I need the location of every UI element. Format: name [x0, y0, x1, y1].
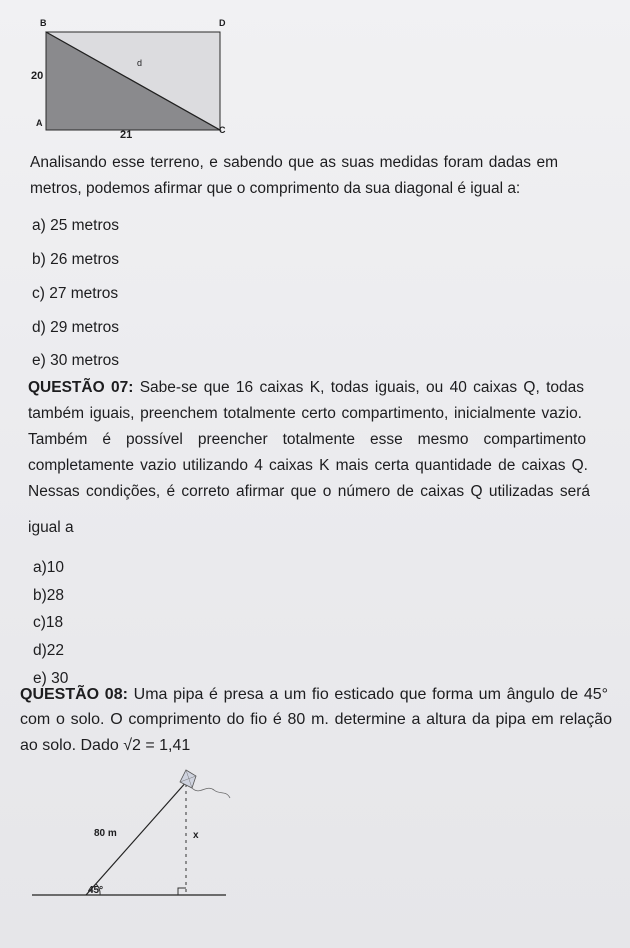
label-string-length: 80 m: [94, 828, 117, 839]
q8-line-1: [20, 686, 608, 704]
kite-figure: [30, 762, 240, 912]
q6-option-a: a) 25 metros: [32, 217, 120, 234]
label-a: A: [36, 118, 43, 128]
label-angle: 45°: [88, 885, 104, 896]
q8-line-3: [20, 737, 190, 755]
q6-option-e: e) 30 metros: [32, 352, 120, 369]
q7-line-2: também iguais, preenchem totalmente certo compartimento, inicialmente vazio.: [28, 405, 582, 422]
q6-option-d: d) 29 metros: [32, 319, 120, 336]
q8-line-1-text: Uma pipa é presa a um fio esticado que forma um ângulo de 45°: [133, 686, 609, 703]
q7-line-3: Também é possível preencher totalmente esse mesmo compartimento: [28, 431, 586, 448]
q7-line-1-text: Sabe-se que 16 caixas K, todas iguais, ou 40 caixas Q, todas: [139, 379, 585, 396]
sqrt-expression: √2 = 1,41: [123, 737, 191, 754]
label-height-20: 20: [31, 70, 44, 82]
right-angle-mark: [178, 888, 186, 895]
q7-line-4: completamente vazio utilizando 4 caixas K mais certa quantidade de caixas Q.: [28, 457, 588, 474]
q7-option-b: b)28: [33, 587, 65, 604]
rectangle-figure: [20, 14, 240, 144]
q6-option-b: b) 26 metros: [32, 251, 120, 268]
q8-line-3-text: ao solo. Dado: [20, 737, 124, 754]
label-height-x: x: [193, 830, 199, 841]
label-d: D: [219, 18, 226, 28]
q7-option-c: c)18: [33, 614, 64, 631]
q7-line-5: Nessas condições, é correto afirmar que o número de caixas Q utilizadas será: [28, 483, 590, 500]
q8-title: QUESTÃO 08:: [20, 686, 128, 703]
q6-line-1: Analisando esse terreno, e sabendo que as suas medidas foram dadas em: [30, 154, 558, 171]
q7-option-e: e) 30: [33, 670, 69, 687]
q7-option-a: a)10: [33, 559, 65, 576]
q7-line-6: igual a: [28, 519, 74, 536]
label-diagonal-d: d: [137, 58, 143, 68]
q7-line-1: [28, 379, 584, 397]
q6-option-c: c) 27 metros: [32, 285, 119, 302]
q8-line-2: com o solo. O comprimento do fio é 80 m. determine a altura da pipa em relação: [20, 711, 612, 728]
label-c: C: [219, 125, 226, 135]
kite-icon: [180, 770, 230, 798]
q7-option-d: d)22: [33, 642, 65, 659]
q7-title: QUESTÃO 07:: [28, 379, 134, 396]
label-b: B: [40, 18, 47, 28]
label-width-21: 21: [120, 129, 133, 141]
q6-line-2: metros, podemos afirmar que o comprimento da sua diagonal é igual a:: [30, 180, 521, 197]
